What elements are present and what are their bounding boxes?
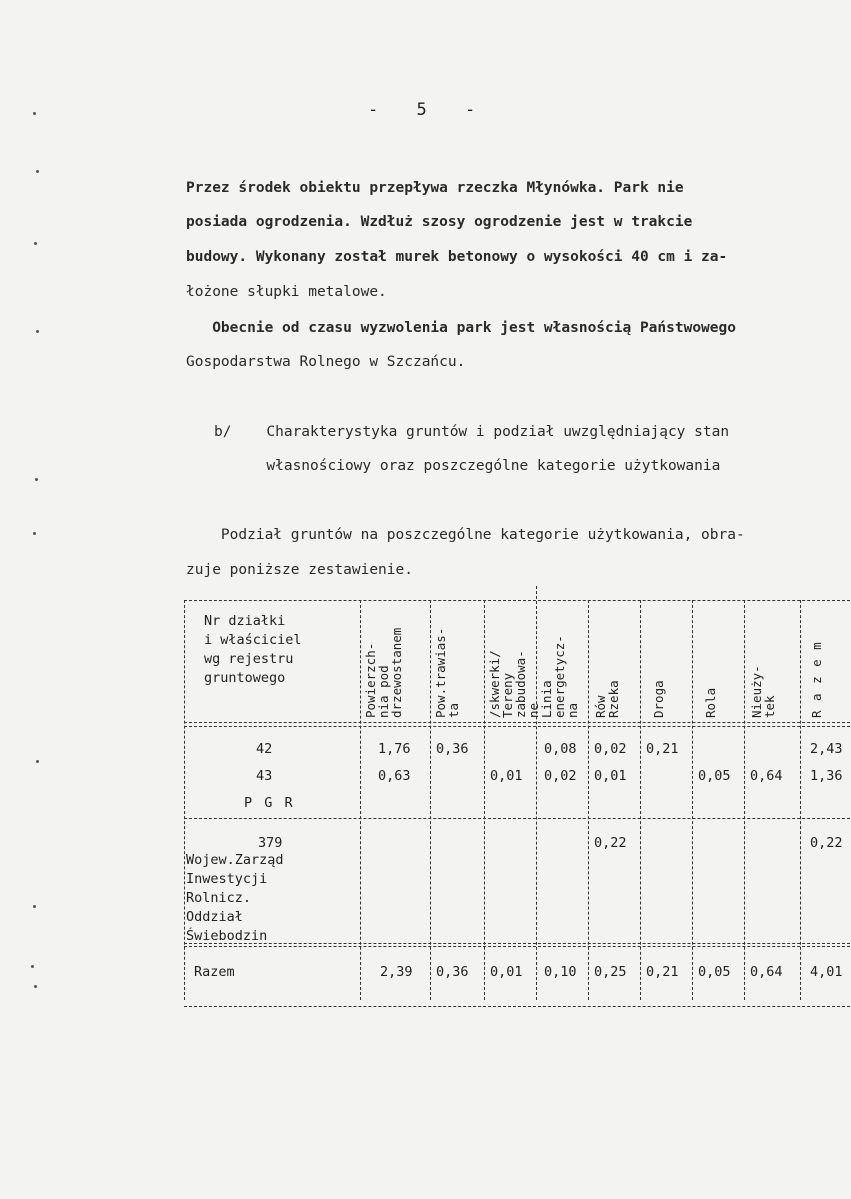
margin-mark bbox=[34, 242, 37, 245]
total-label: Razem bbox=[194, 964, 235, 980]
lot-number: 42 bbox=[256, 741, 273, 757]
column-header: Linia energetycz- na bbox=[539, 635, 580, 718]
column-header: Nieuży- tek bbox=[749, 665, 777, 718]
total-cell: 0,36 bbox=[436, 964, 469, 980]
table-rule bbox=[744, 600, 745, 1000]
column-header: Pow.trawias- ta bbox=[433, 627, 461, 718]
table-cell: 0,01 bbox=[490, 768, 523, 784]
table-rule bbox=[800, 600, 801, 1000]
page-number: - 5 - bbox=[368, 100, 490, 120]
table-cell: 0,21 bbox=[646, 741, 679, 757]
column-header: R a z e m bbox=[809, 641, 824, 718]
paragraph-line: łożone słupki metalowe. bbox=[186, 284, 387, 300]
total-cell: 0,25 bbox=[594, 964, 627, 980]
paragraph-line: zuje poniższe zestawienie. bbox=[186, 562, 413, 578]
margin-mark bbox=[33, 905, 36, 908]
table-cell: 0,01 bbox=[594, 768, 627, 784]
table-rule bbox=[184, 600, 850, 601]
table-cell: 0,36 bbox=[436, 741, 469, 757]
table-cell: 2,43 bbox=[810, 741, 843, 757]
margin-mark bbox=[33, 532, 36, 535]
margin-mark bbox=[34, 985, 37, 988]
margin-mark bbox=[36, 170, 39, 173]
table-cell: 1,36 bbox=[810, 768, 843, 784]
table-cell: 0,08 bbox=[544, 741, 577, 757]
paragraph-line: Przez środek obiektu przepływa rzeczka Młynówka. Park nie bbox=[186, 180, 684, 196]
table-cell: 0,63 bbox=[378, 768, 411, 784]
section-heading: własnościowy oraz poszczególne kategorie użytkowania bbox=[214, 458, 721, 474]
paragraph-line: Gospodarstwa Rolnego w Szczańcu. bbox=[186, 354, 466, 370]
total-cell: 0,05 bbox=[698, 964, 731, 980]
margin-mark bbox=[33, 112, 36, 115]
margin-mark bbox=[35, 478, 38, 481]
table-cell: 1,76 bbox=[378, 741, 411, 757]
margin-mark bbox=[36, 760, 39, 763]
total-cell: 4,01 bbox=[810, 964, 843, 980]
total-cell: 0,21 bbox=[646, 964, 679, 980]
margin-mark bbox=[31, 965, 34, 968]
table-cell: 0,05 bbox=[698, 768, 731, 784]
table-cell: 0,64 bbox=[750, 768, 783, 784]
column-header: Powierzch- nia pod drzewostanem bbox=[363, 627, 404, 718]
table-rule bbox=[184, 946, 850, 947]
owner-name: Wojew.Zarząd Inwestycji Rolnicz. Oddział Świebodzin bbox=[186, 852, 284, 944]
lot-number: 379 bbox=[258, 835, 283, 851]
table-rule bbox=[184, 943, 850, 944]
table-rule bbox=[184, 1006, 850, 1007]
table-rule bbox=[484, 600, 485, 1000]
lot-number: 43 bbox=[256, 768, 273, 784]
margin-mark bbox=[36, 330, 39, 333]
column-header: /skwerki/ Tereny zabudowa- ne bbox=[487, 650, 541, 718]
table-rule bbox=[692, 600, 693, 1000]
table-rule bbox=[184, 818, 850, 819]
table-rule bbox=[430, 600, 431, 1000]
column-header: Droga bbox=[651, 680, 666, 718]
table-rule bbox=[640, 600, 641, 1000]
table-cell: 0,02 bbox=[544, 768, 577, 784]
table-rule bbox=[184, 600, 185, 1000]
table-rule bbox=[360, 600, 361, 1000]
column-header: Rola bbox=[703, 687, 718, 718]
total-cell: 0,01 bbox=[490, 964, 523, 980]
total-cell: 0,10 bbox=[544, 964, 577, 980]
column-header-lot-owner: Nr działki i właściciel wg rejestru gruntowego bbox=[204, 613, 302, 686]
paragraph-line: posiada ogrodzenia. Wzdłuż szosy ogrodzenie jest w trakcie bbox=[186, 214, 693, 230]
table-rule bbox=[184, 722, 850, 723]
table-rule bbox=[184, 726, 850, 727]
land-use-table bbox=[184, 598, 850, 1008]
table-rule bbox=[588, 600, 589, 1000]
column-header: Rów Rzeka bbox=[593, 680, 621, 718]
paragraph-line: Podział gruntów na poszczególne kategorie użytkowania, obra- bbox=[186, 527, 745, 543]
table-cell: 0,22 bbox=[594, 835, 627, 851]
table-rule bbox=[536, 586, 537, 1000]
paragraph-line: Obecnie od czasu wyzwolenia park jest własnością Państwowego bbox=[186, 320, 736, 336]
total-cell: 2,39 bbox=[380, 964, 413, 980]
owner-name: P G R bbox=[244, 795, 295, 811]
paragraph-line: budowy. Wykonany został murek betonowy o wysokości 40 cm i za- bbox=[186, 249, 728, 265]
table-cell: 0,02 bbox=[594, 741, 627, 757]
table-cell: 0,22 bbox=[810, 835, 843, 851]
total-cell: 0,64 bbox=[750, 964, 783, 980]
section-heading: b/ Charakterystyka gruntów i podział uwzględniający stan bbox=[214, 424, 730, 440]
